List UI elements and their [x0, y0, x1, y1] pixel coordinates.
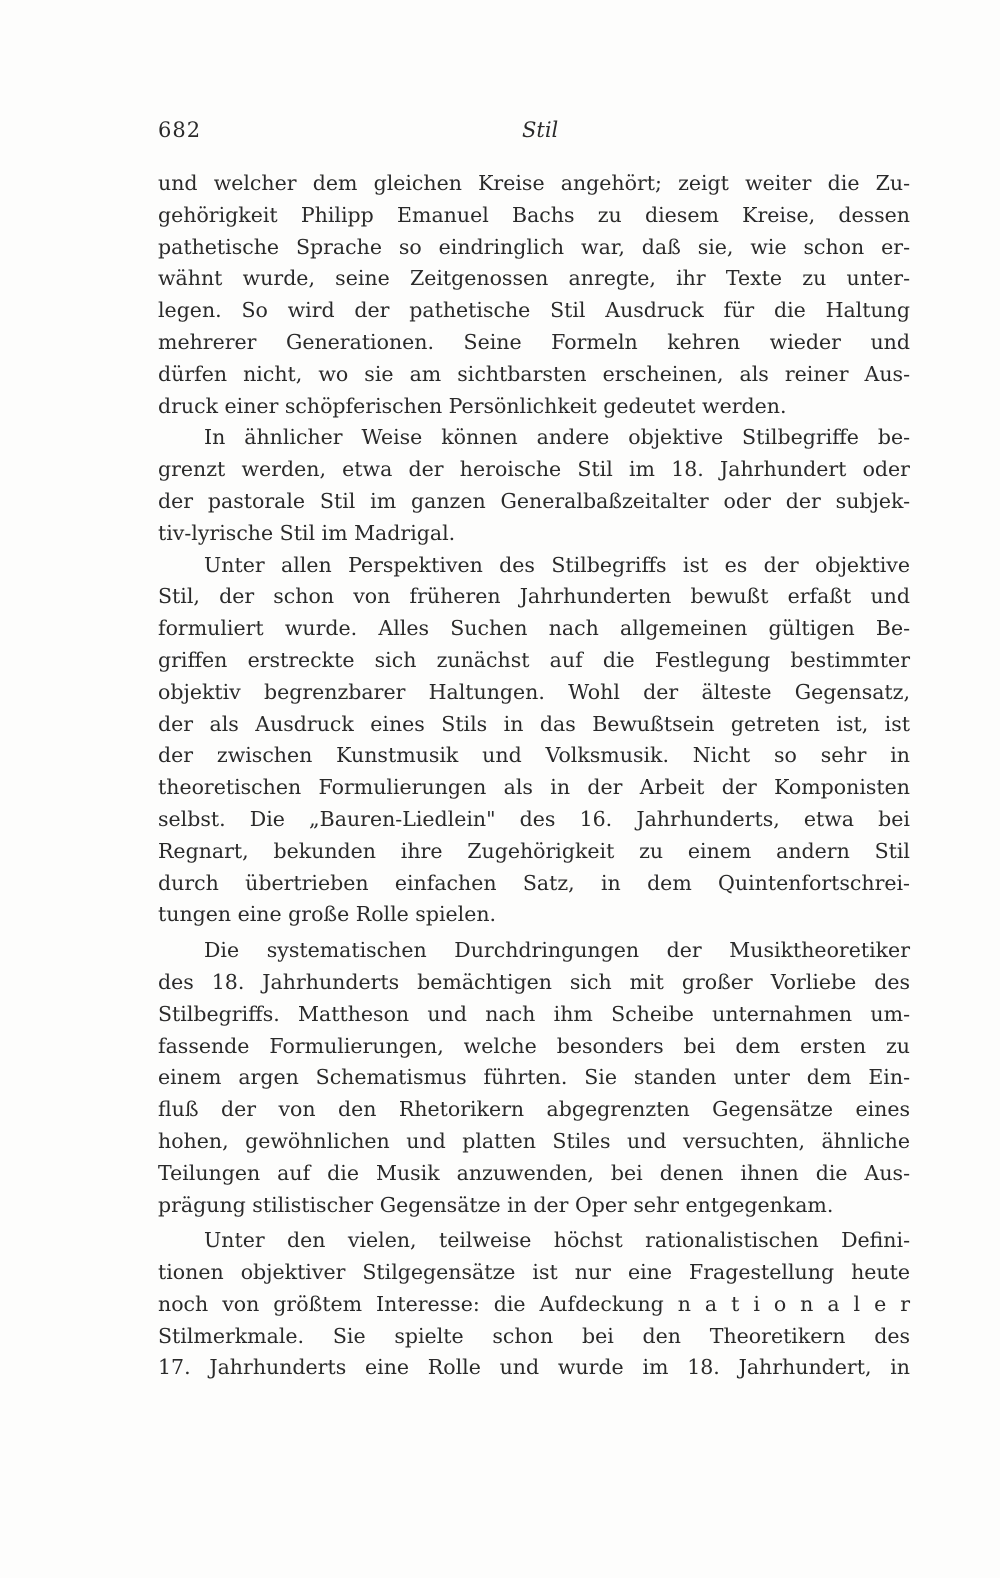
text-line: durch übertrieben einfachen Satz, in dem Quintenfortschrei- — [158, 870, 910, 895]
text-line: selbst. Die „Bauren-Liedlein" des 16. Jahrhunderts, etwa bei — [158, 806, 910, 831]
text-line: einem argen Schematismus führten. Sie standen unter dem Ein- — [158, 1065, 910, 1090]
text-line: tionen objektiver Stilgegensätze ist nur eine Fragestellung heute — [158, 1260, 910, 1285]
text-line: des 18. Jahrhunderts bemächtigen sich mit großer Vorliebe des — [158, 969, 910, 994]
text-line: fluß der von den Rhetorikern abgegrenzten Gegensätze eines — [158, 1097, 910, 1122]
text-line: formuliert wurde. Alles Suchen nach allgemeinen gültigen Be- — [158, 616, 910, 641]
text-line: der als Ausdruck eines Stils in das Bewußtsein getreten ist, ist — [158, 711, 910, 736]
text-line: legen. So wird der pathetische Stil Ausdruck für die Haltung — [158, 298, 910, 323]
paragraph — [158, 1225, 910, 1384]
text-line: tiv-lyrische Stil im Madrigal. — [158, 520, 456, 545]
text-line: Die systematischen Durchdringungen der Musiktheoretiker — [204, 938, 910, 963]
text-line: hohen, gewöhnlichen und platten Stiles und versuchten, ähnliche — [158, 1128, 910, 1153]
text-line: 17. Jahrhunderts eine Rolle und wurde im 18. Jahrhundert, in — [158, 1355, 910, 1380]
page-header — [158, 118, 910, 148]
text-line: der zwischen Kunstmusik und Volksmusik. Nicht so sehr in — [158, 743, 910, 768]
text-line: der pastorale Stil im ganzen Generalbaßzeitalter oder der subjek- — [158, 488, 910, 513]
text-line: Unter allen Perspektiven des Stilbegriffs ist es der objektive — [204, 552, 910, 577]
text-line: Stilbegriffs. Mattheson und nach ihm Scheibe unternahmen um- — [158, 1001, 910, 1026]
text-line: Unter den vielen, teilweise höchst rationalistischen Defini- — [204, 1228, 910, 1253]
text-line: Regnart, bekunden ihre Zugehörigkeit zu einem andern Stil — [158, 838, 910, 863]
text-line: tungen eine große Rolle spielen. — [158, 902, 497, 927]
text-line: griffen erstreckte sich zunächst auf die Festlegung bestimmter — [158, 647, 910, 672]
text-line: Stil, der schon von früheren Jahrhunderten bewußt erfaßt und — [158, 584, 910, 609]
running-head: Stil — [522, 118, 559, 142]
body-text — [158, 168, 910, 1384]
text-line: druck einer schöpferischen Persönlichkeit gedeutet werden. — [158, 393, 787, 418]
paragraph — [158, 550, 910, 932]
text-line: noch von größtem Interesse: die Aufdeckung n a t i o n a l e r — [158, 1291, 910, 1316]
paragraph — [158, 935, 910, 1221]
text-line: objektiv begrenzbarer Haltungen. Wohl der älteste Gegensatz, — [158, 679, 910, 704]
text-line: Stilmerkmale. Sie spielte schon bei den Theoretikern des — [158, 1323, 910, 1348]
paragraph — [158, 168, 910, 422]
text-line: mehrerer Generationen. Seine Formeln kehren wieder und — [158, 329, 910, 354]
text-line: In ähnlicher Weise können andere objektive Stilbegriffe be- — [204, 425, 910, 450]
text-line: wähnt wurde, seine Zeitgenossen anregte, ihr Texte zu unter- — [158, 266, 910, 291]
text-line: fassende Formulierungen, welche besonders bei dem ersten zu — [158, 1033, 910, 1058]
text-line: pathetische Sprache so eindringlich war, daß sie, wie schon er- — [158, 234, 910, 259]
text-line: gehörigkeit Philipp Emanuel Bachs zu diesem Kreise, dessen — [158, 202, 910, 227]
text-line: grenzt werden, etwa der heroische Stil im 18. Jahrhundert oder — [158, 457, 910, 482]
text-line: Teilungen auf die Musik anzuwenden, bei denen ihnen die Aus- — [158, 1160, 910, 1185]
text-line: prägung stilistischer Gegensätze in der Oper sehr entgegenkam. — [158, 1192, 834, 1217]
text-line: dürfen nicht, wo sie am sichtbarsten erscheinen, als reiner Aus- — [158, 361, 910, 386]
page-number: 682 — [158, 118, 202, 142]
text-line: und welcher dem gleichen Kreise angehört; zeigt weiter die Zu- — [158, 171, 910, 195]
paragraph — [158, 422, 910, 549]
text-line: theoretischen Formulierungen als in der Arbeit der Komponisten — [158, 775, 910, 800]
